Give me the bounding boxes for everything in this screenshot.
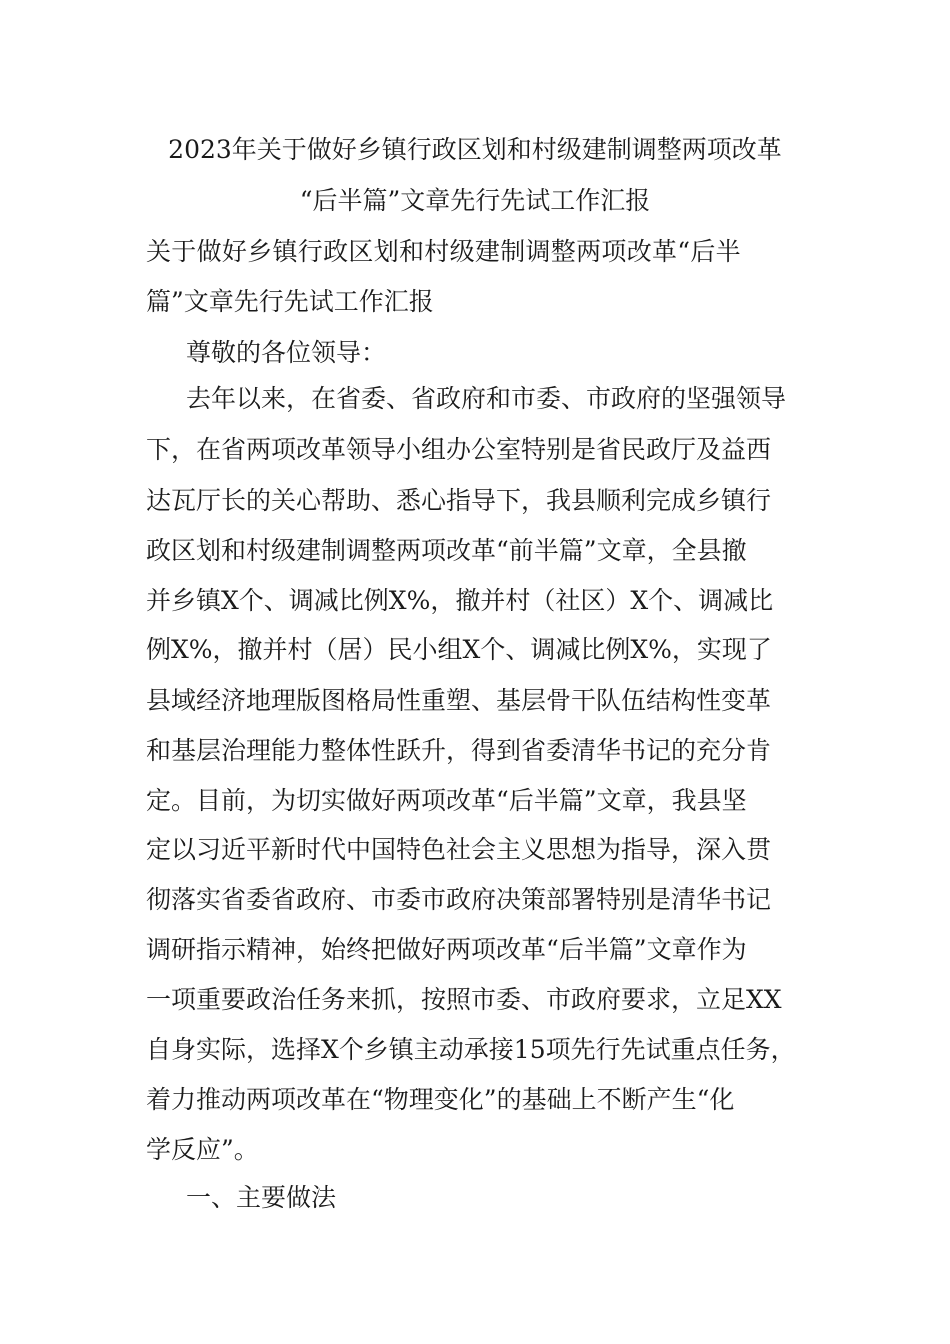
paragraph-line: 例X%，撤并村（居）民小组X个、调减比例X%，实现了 bbox=[146, 635, 772, 664]
paragraph-line: 调研指示精神，始终把做好两项改革“后半篇”文章作为 bbox=[146, 935, 747, 964]
salutation: 尊敬的各位领导： bbox=[186, 338, 387, 367]
paragraph-line: 达瓦厅长的关心帮助、悉心指导下，我县顺利完成乡镇行 bbox=[146, 486, 772, 515]
paragraph-line: 着力推动两项改革在“物理变化”的基础上不断产生“化 bbox=[146, 1085, 735, 1114]
document-title-line-1: 2023年关于做好乡镇行政区划和村级建制调整两项改革 bbox=[168, 135, 782, 164]
paragraph-line: 彻落实省委省政府、市委市政府决策部署特别是清华书记 bbox=[146, 885, 772, 914]
paragraph-line: 去年以来，在省委、省政府和市委、市政府的坚强领导 bbox=[186, 384, 787, 413]
paragraph-line: 下，在省两项改革领导小组办公室特别是省民政厅及益西 bbox=[146, 435, 772, 464]
paragraph-line: 自身实际，选择X个乡镇主动承接15项先行先试重点任务， bbox=[146, 1035, 796, 1064]
section-heading: 一、主要做法 bbox=[186, 1183, 337, 1212]
paragraph-line: 政区划和村级建制调整两项改革“前半篇”文章，全县撤 bbox=[146, 536, 747, 565]
paragraph-line: 定以习近平新时代中国特色社会主义思想为指导，深入贯 bbox=[146, 835, 772, 864]
paragraph-line: 一项重要政治任务来抓，按照市委、市政府要求，立足XX bbox=[146, 985, 782, 1014]
paragraph-line: 学反应”。 bbox=[146, 1135, 259, 1164]
paragraph-line: 县域经济地理版图格局性重塑、基层骨干队伍结构性变革 bbox=[146, 686, 772, 715]
document-title-line-2: “后半篇”文章先行先试工作汇报 bbox=[299, 186, 651, 215]
paragraph-line: 定。目前，为切实做好两项改革“后半篇”文章，我县坚 bbox=[146, 786, 747, 815]
subtitle-line-2: 篇”文章先行先试工作汇报 bbox=[146, 287, 434, 316]
subtitle-line-1: 关于做好乡镇行政区划和村级建制调整两项改革“后半 bbox=[146, 237, 741, 266]
paragraph-line: 并乡镇X个、调减比例X%，撤并村（社区）X个、调减比 bbox=[146, 586, 774, 615]
paragraph-line: 和基层治理能力整体性跃升，得到省委清华书记的充分肯 bbox=[146, 736, 772, 765]
